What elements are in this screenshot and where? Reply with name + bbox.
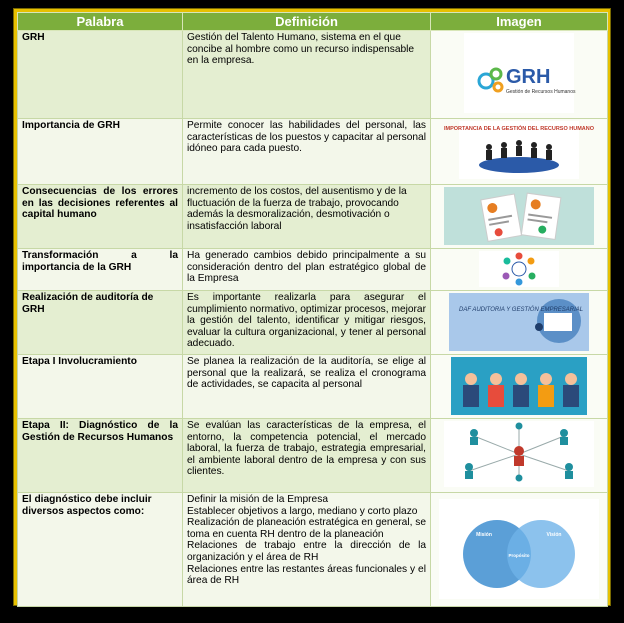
row-definition xyxy=(183,493,431,607)
venn-diagram-image xyxy=(439,499,599,599)
importance-image-title: IMPORTANCIA DE LA GESTIÓN DEL RECURSO HUMANO xyxy=(443,126,595,132)
row-image xyxy=(431,119,608,185)
row-word: Consecuencias de los errores en las decisiones referentes al capital humano xyxy=(18,185,183,249)
venn-right-label: Visión xyxy=(546,532,562,538)
network-image xyxy=(444,421,594,487)
grh-logo-subtitle: Gestión de Recursos Humanos xyxy=(506,89,576,95)
row-word: Realización de auditoría de GRH xyxy=(18,291,183,355)
definition-line: Definir la misión de la Empresa xyxy=(187,494,328,505)
row-word: Transformación a la importancia de la GRH xyxy=(18,249,183,291)
definition-line: Establecer objetivos a largo, mediano y corto plazo xyxy=(187,505,418,517)
row-word: GRH xyxy=(18,31,183,119)
header-image: Imagen xyxy=(431,13,608,31)
row-definition: Gestión del Talento Humano, sistema en el que concibe al hombre como un recurso indispensable en la empresa. xyxy=(183,31,431,119)
row-word: El diagnóstico debe incluir diversos aspectos como: xyxy=(18,493,183,607)
document-frame xyxy=(14,9,610,605)
row-image xyxy=(431,419,608,493)
team-image xyxy=(451,357,587,415)
venn-center-label: Propósito xyxy=(508,553,530,558)
row-definition: Es importante realizarla para asegurar el cumplimiento normativo, optimizar procesos, mejorar la gestión del talento, identificar y mitigar riesgos, evaluar la cultura organizacional, y tener al personal adecuado. xyxy=(183,291,431,355)
row-definition: Se evalúan las características de la empresa, el entorno, la competencia potencial, el mercado laboral, la fuerza de trabajo, estrategia empresarial, el ambiente laboral dentro de la empresa y con sus clientes. xyxy=(183,419,431,493)
table-row xyxy=(18,291,608,355)
row-word: Importancia de GRH xyxy=(18,119,183,185)
table-row xyxy=(18,31,608,119)
table-row xyxy=(18,493,608,607)
table-row xyxy=(18,419,608,493)
definition-line: Relaciones de trabajo entre la dirección de la organización y el área de RH xyxy=(187,540,426,563)
row-definition: Se planea la realización de la auditoría, se elige al personal que la realizará, se realiza el cronograma de actividades, se capacita al personal xyxy=(183,355,431,419)
row-image xyxy=(431,31,608,119)
row-image xyxy=(431,185,608,249)
header-word: Palabra xyxy=(18,13,183,31)
audit-image xyxy=(449,293,589,351)
grh-logo-title: GRH xyxy=(506,66,551,88)
definition-line: Relaciones entre las restantes áreas funcionales y el área de RH xyxy=(187,563,426,587)
table-header xyxy=(18,13,608,31)
row-definition: Ha generado cambios debido principalmente a su consideración dentro del plan estratégico global de la Empresa xyxy=(183,249,431,291)
definitions-table xyxy=(17,12,608,607)
table-row xyxy=(18,185,608,249)
row-image xyxy=(431,355,608,419)
row-image xyxy=(431,493,608,607)
definition-line: Realización de planeación estratégica en general, se toma en cuenta RH dentro de la planeación xyxy=(187,517,426,540)
row-image xyxy=(431,249,608,291)
venn-left-label: Misión xyxy=(476,532,492,538)
audit-image-title: DAF AUDITORIA Y GESTIÓN EMPRESARIAL xyxy=(459,307,584,313)
importance-image xyxy=(443,121,595,179)
header-definition: Definición xyxy=(183,13,431,31)
row-image xyxy=(431,291,608,355)
row-word: Etapa I Involucramiento xyxy=(18,355,183,419)
table-row xyxy=(18,119,608,185)
grh-logo-image xyxy=(464,33,574,113)
row-word: Etapa II: Diagnóstico de la Gestión de Recursos Humanos xyxy=(18,419,183,493)
cycle-diagram-image xyxy=(479,251,559,287)
table-row xyxy=(18,249,608,291)
row-definition: Permite conocer las habilidades del personal, las características de los puestos y capacitar al personal idóneo para cada puesto. xyxy=(183,119,431,185)
row-definition: incremento de los costos, del ausentismo y de la fluctuación de la fuerza de trabajo, provocando además la desmoralización, desmotivación o insatisfacción laboral xyxy=(183,185,431,249)
table-row xyxy=(18,355,608,419)
resume-cards-image xyxy=(444,187,594,245)
